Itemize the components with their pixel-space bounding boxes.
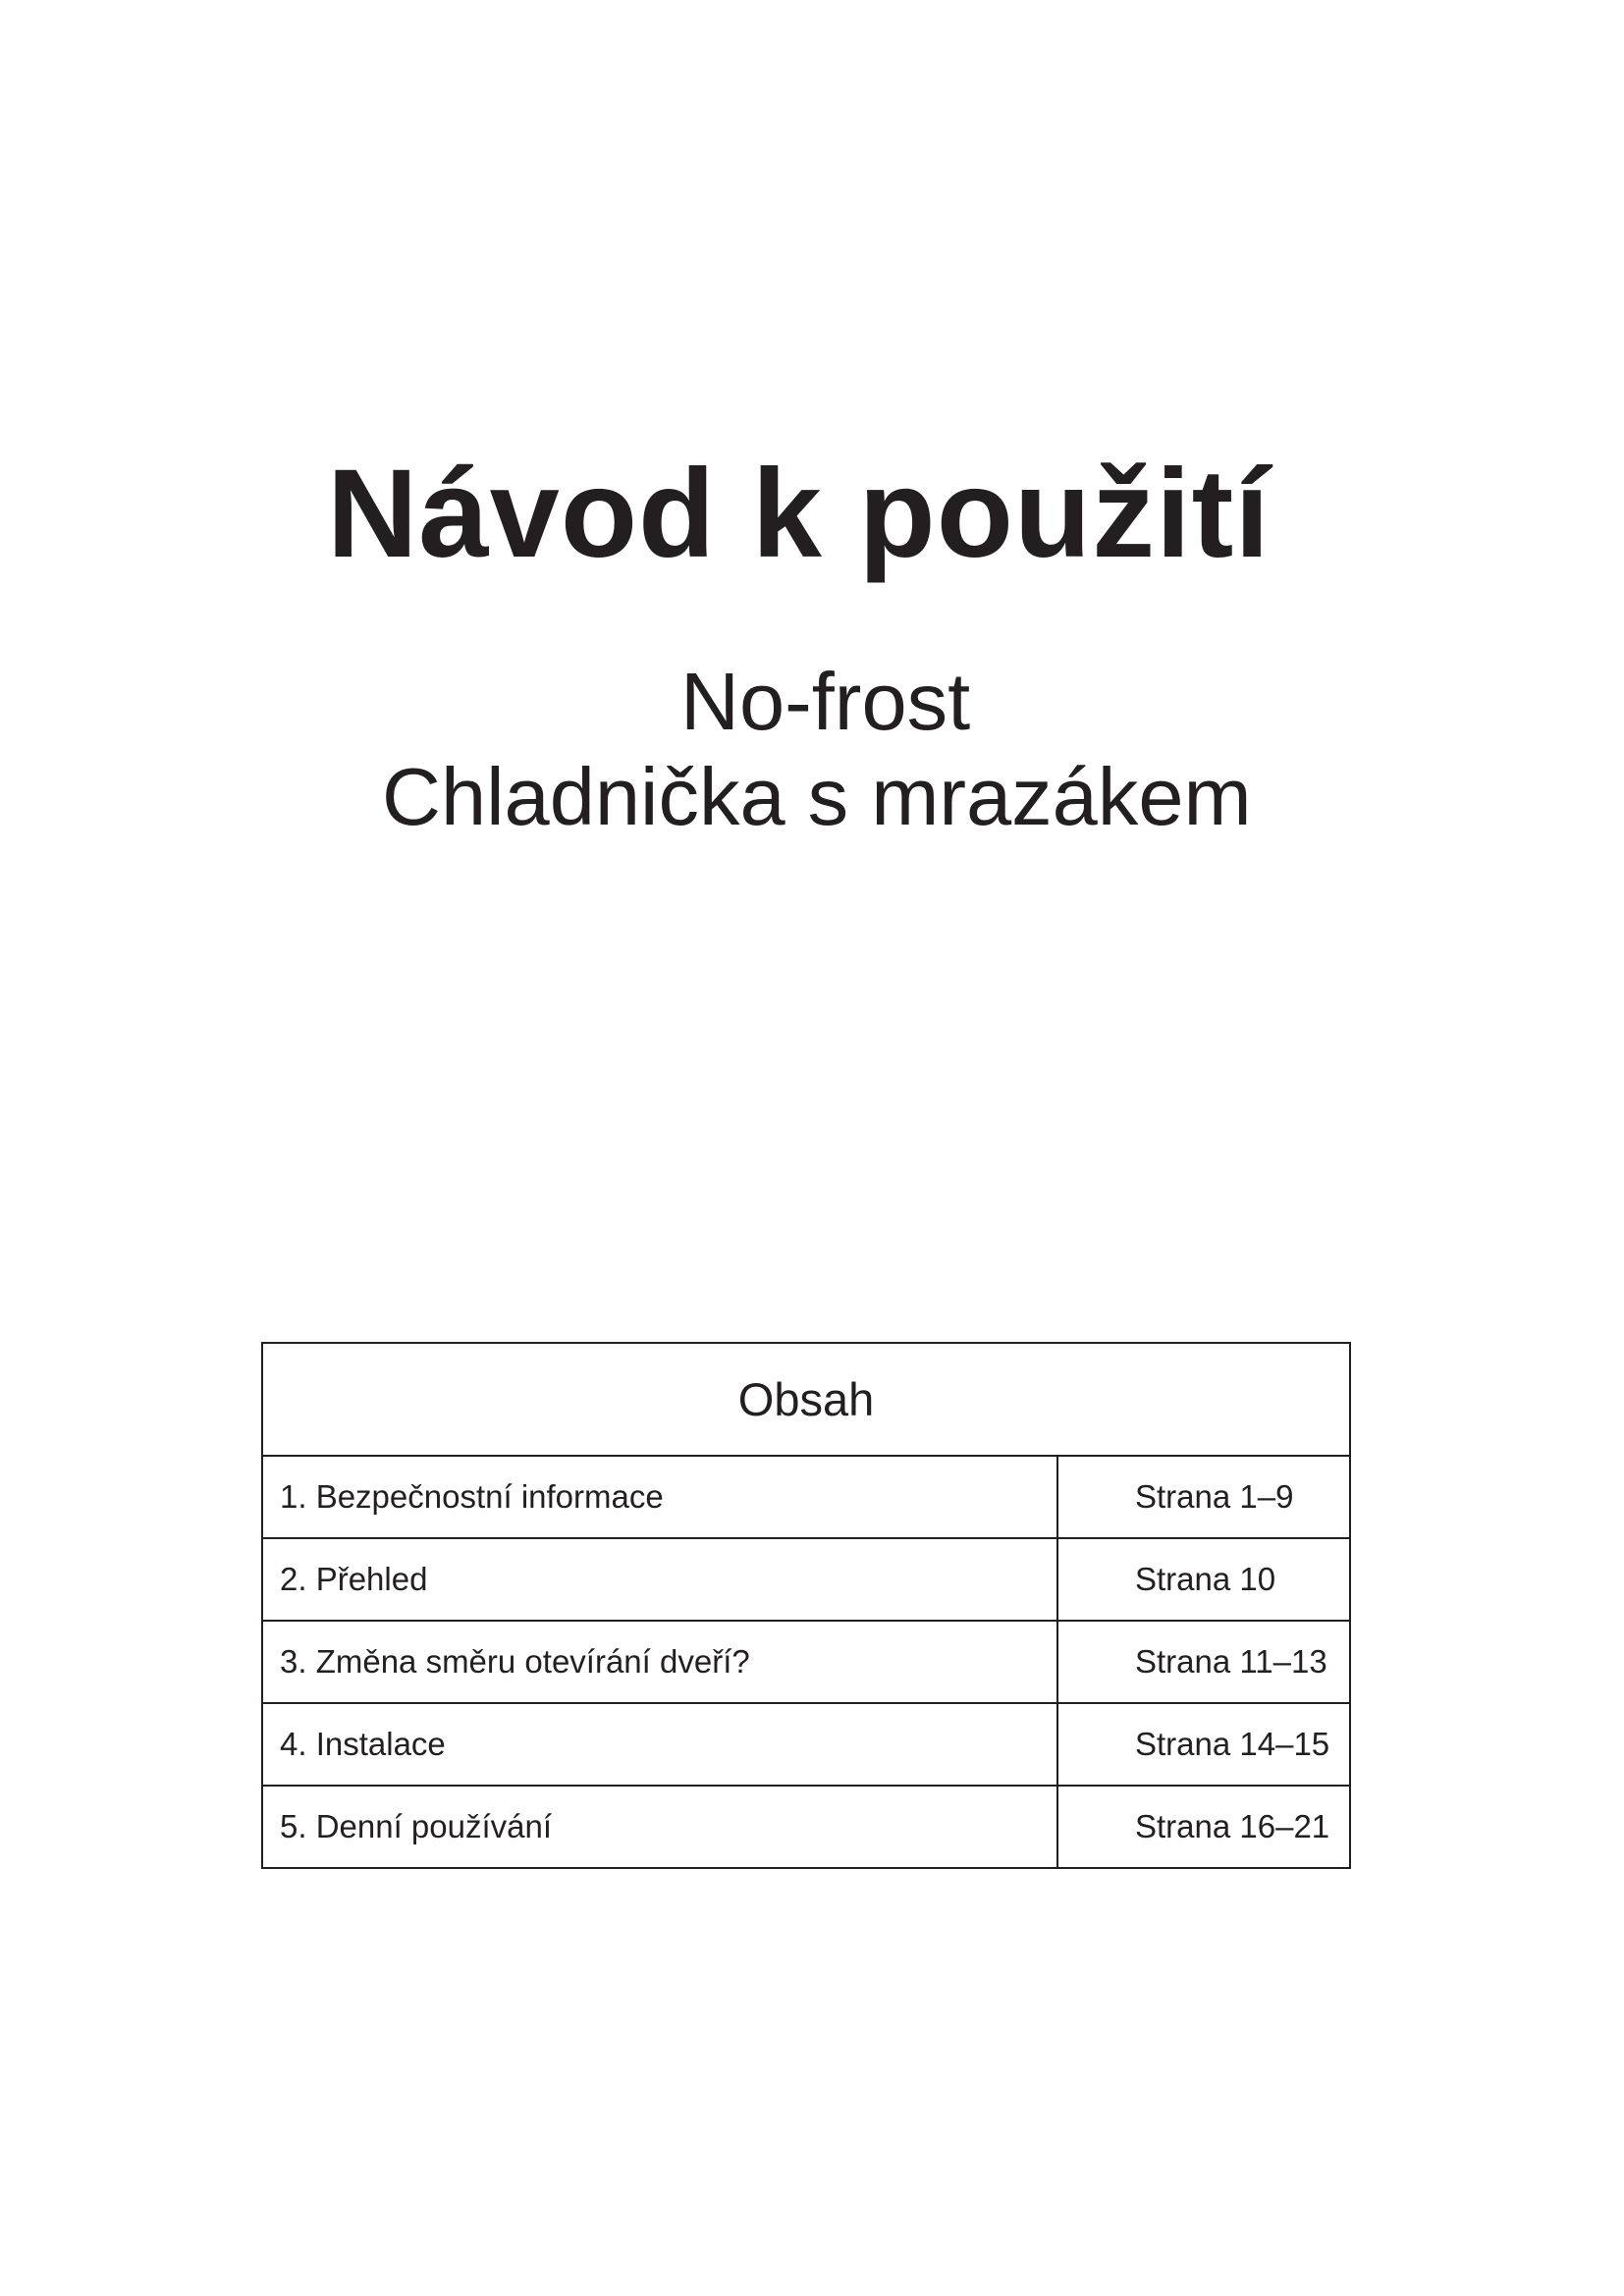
toc-item-label: 4. Instalace <box>262 1703 1057 1786</box>
table-of-contents <box>261 1342 1351 1869</box>
toc-row <box>262 1456 1350 1538</box>
toc-item-label: 5. Denní používání <box>262 1786 1057 1868</box>
toc-item-label: 1. Bezpečnostní informace <box>262 1456 1057 1538</box>
toc-header-row <box>262 1343 1350 1456</box>
toc-row <box>262 1621 1350 1703</box>
subtitle-line-2: Chladnička s mrazákem <box>382 751 1252 842</box>
toc-item-page: Strana 1–9 <box>1057 1456 1350 1538</box>
document-title: Návod k použití <box>327 444 1271 584</box>
toc-item-page: Strana 10 <box>1057 1538 1350 1621</box>
toc-item-page: Strana 16–21 <box>1057 1786 1350 1868</box>
toc-item-page: Strana 11–13 <box>1057 1621 1350 1703</box>
toc-row <box>262 1703 1350 1786</box>
toc-item-label: 3. Změna směru otevírání dveří? <box>262 1621 1057 1703</box>
toc-row <box>262 1538 1350 1621</box>
toc-item-page: Strana 14–15 <box>1057 1703 1350 1786</box>
toc-item-label: 2. Přehled <box>262 1538 1057 1621</box>
toc-heading: Obsah <box>262 1343 1350 1456</box>
subtitle-line-1: No-frost <box>680 656 971 747</box>
toc-row <box>262 1786 1350 1868</box>
